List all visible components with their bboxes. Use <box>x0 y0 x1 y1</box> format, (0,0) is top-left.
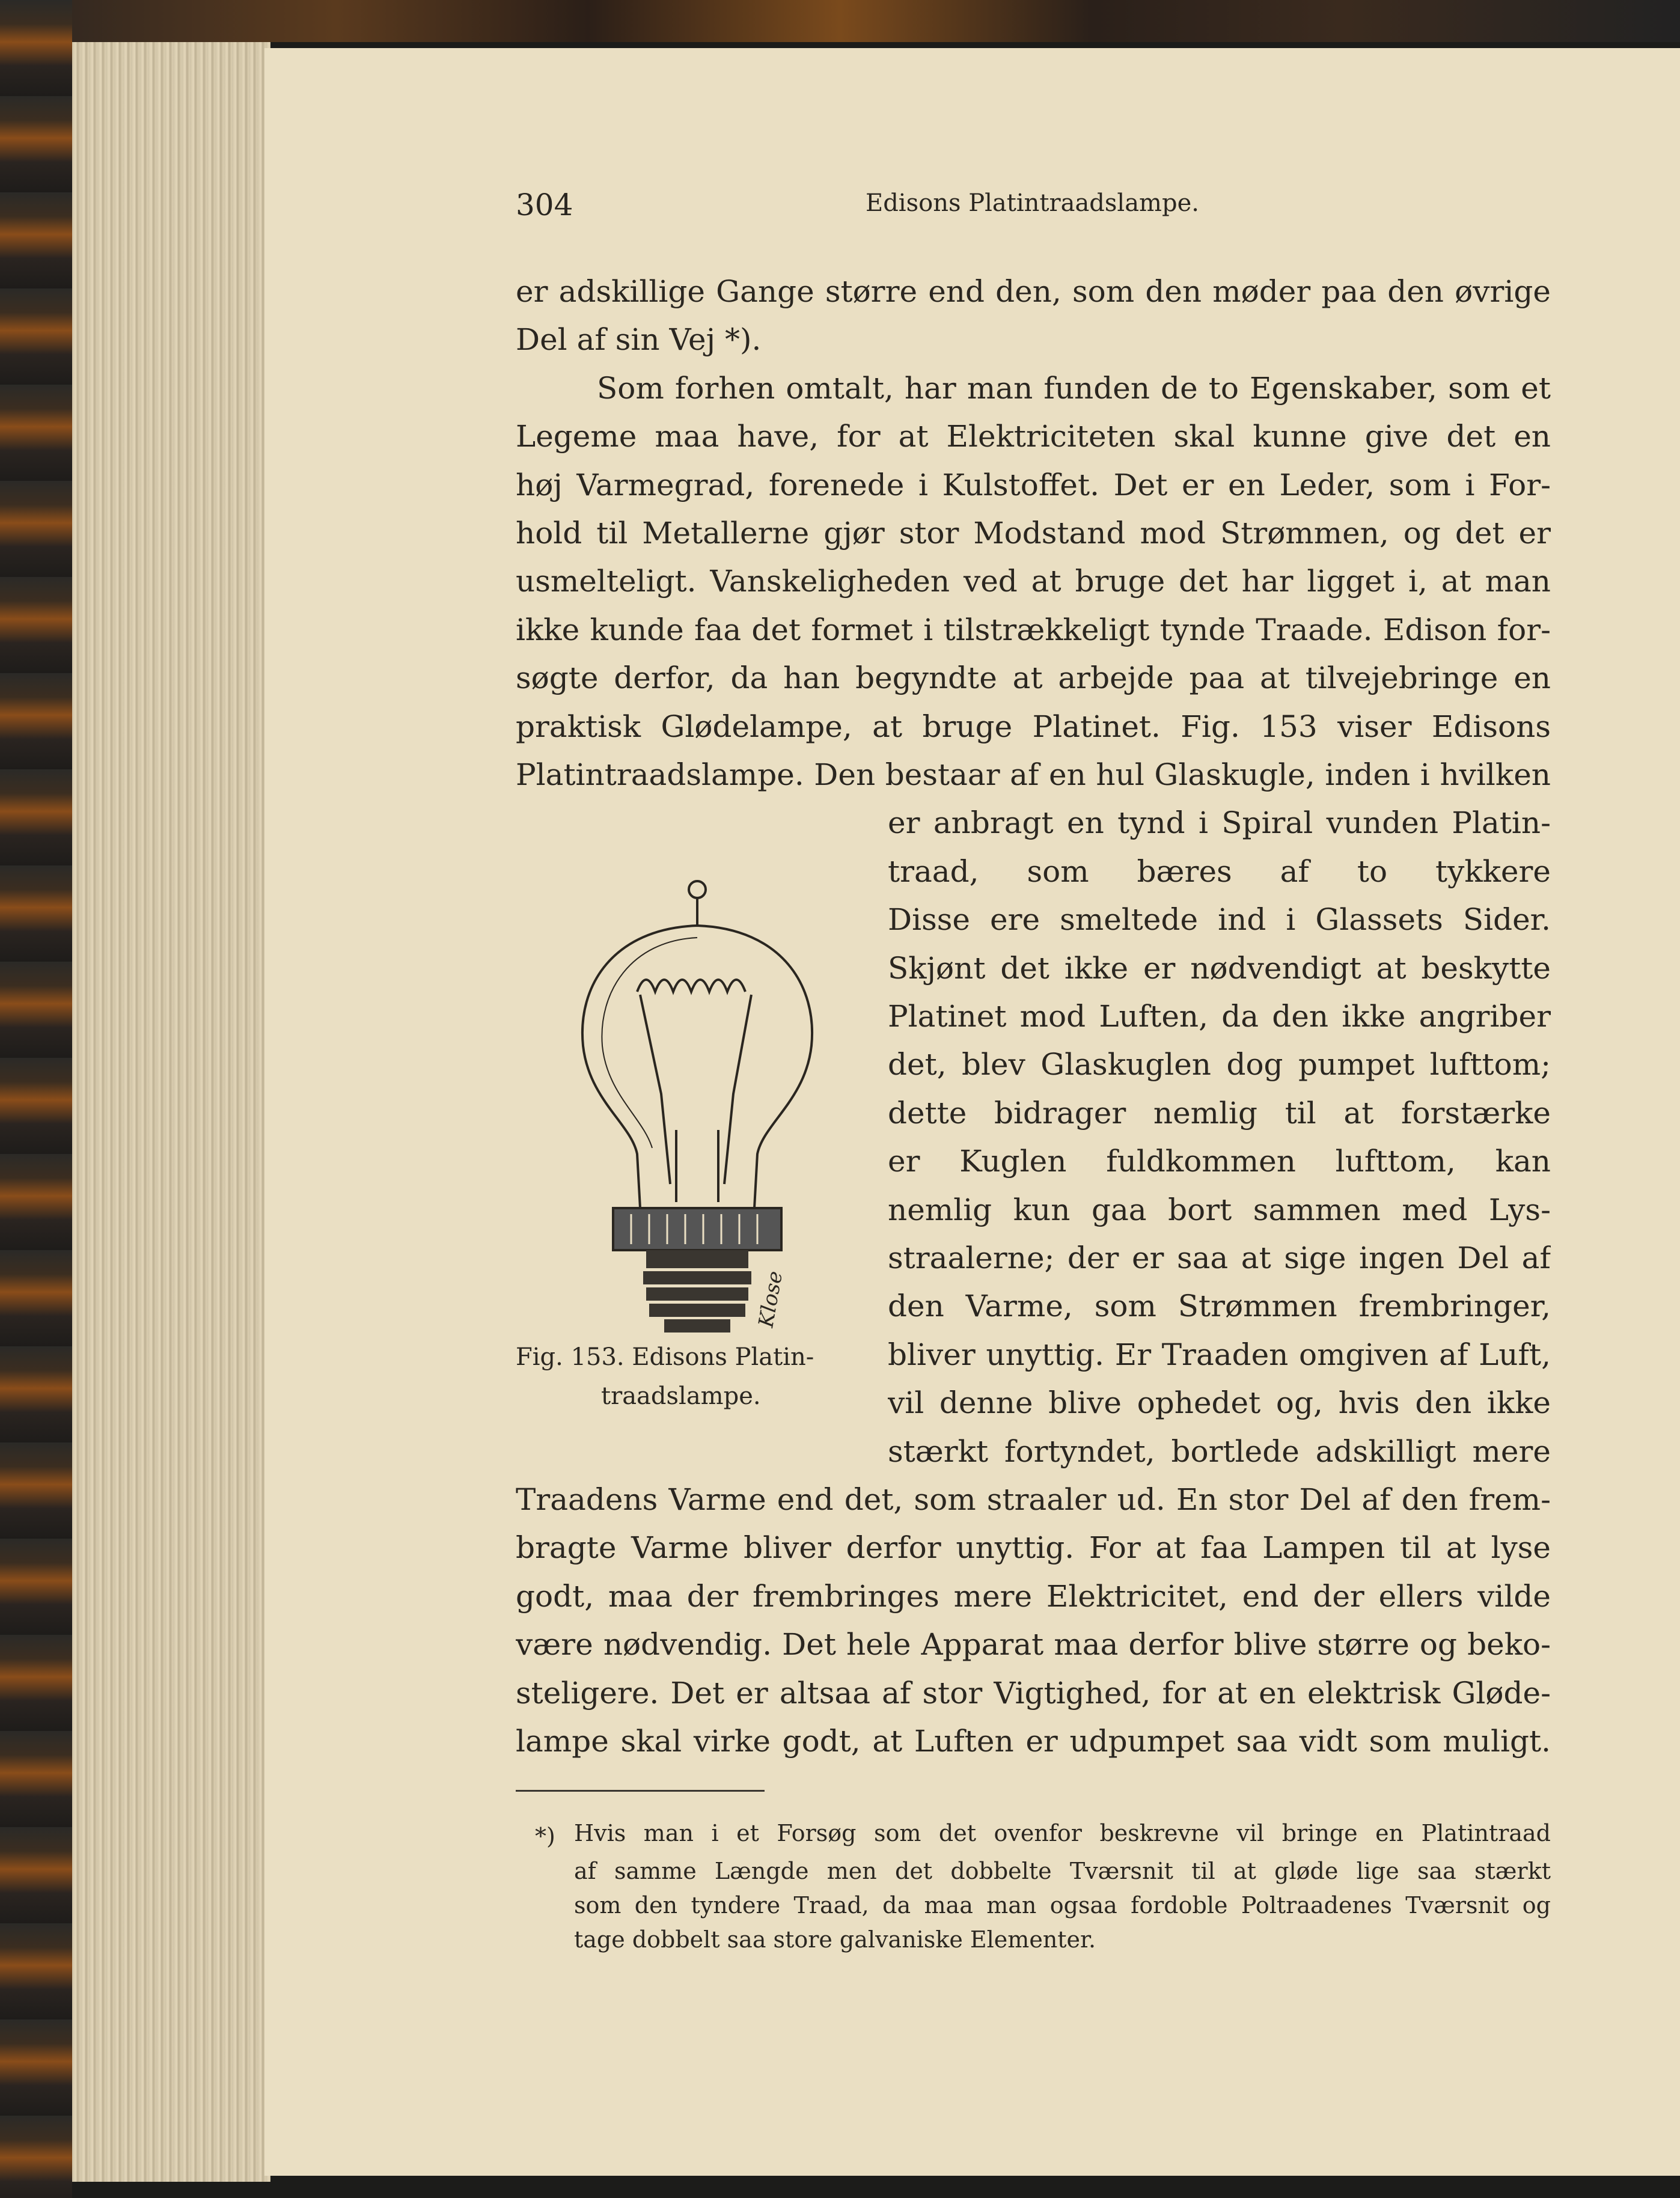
body-line: lampe skal virke godt, at Luften er udpumpet saa vidt som muligt. <box>516 1724 1551 1759</box>
body-line: søgte derfor, da han begyndte at arbejde paa at tilvejebringe en <box>516 661 1551 696</box>
body-line: traad, som bæres af to tykkere <box>888 853 1551 889</box>
body-line: straalerne; der er saa at sige ingen Del af <box>888 1241 1551 1275</box>
body-line: bliver unyttig. Er Traaden omgiven af Luft, <box>888 1337 1551 1372</box>
body-line: er anbragt en tynd i Spiral vunden Platin- <box>888 805 1551 841</box>
body-line: hold til Metallerne gjør stor Modstand mod Strømmen, og det er <box>516 516 1551 551</box>
body-line: dette bidrager nemlig til at forstærke <box>888 1095 1551 1131</box>
body-line: bragte Varme bliver derfor unyttig. For at faa Lampen til at lyse <box>516 1530 1551 1566</box>
book-cover-left <box>0 0 72 2198</box>
body-line: Skjønt det ikke er nødvendigt at beskytte <box>888 950 1551 986</box>
body-line: den Varme, som Strømmen frembringer, <box>888 1289 1551 1324</box>
body-line: være nødvendig. Det hele Apparat maa derfor blive større og beko- <box>516 1627 1551 1662</box>
body-line: Som forhen omtalt, har man funden de to Egenskaber, som et <box>597 370 1551 406</box>
body-line: høj Varmegrad, forenede i Kulstoffet. Det er en Leder, som i For- <box>516 467 1551 502</box>
body-line: vil denne blive ophedet og, hvis den ikke <box>888 1385 1551 1421</box>
page-number: 304 <box>516 188 573 222</box>
running-title: Edisons Platintraadslampe. <box>866 189 1199 217</box>
figure-caption-2: traadslampe. <box>601 1382 761 1410</box>
footnote-line: Hvis man i et Forsøg som det ovenfor beskrevne vil bringe en Platintraad <box>574 1820 1551 1846</box>
body-line: Del af sin Vej *). <box>516 322 762 358</box>
body-line: ikke kunde faa det formet i tilstrækkeligt tynde Traade. Edison for- <box>516 612 1551 647</box>
body-line: steligere. Det er altsaa af stor Vigtighed, for at en elektrisk Gløde- <box>516 1675 1551 1711</box>
body-line: er Kuglen fuldkommen lufttom, kan <box>888 1144 1551 1179</box>
body-line: det, blev Glaskuglen dog pumpet lufttom; <box>888 1047 1551 1082</box>
body-line: stærkt fortyndet, bortlede adskilligt mere <box>888 1433 1551 1469</box>
footnote-line: af samme Længde men det dobbelte Tværsnit til at gløde lige saa stærkt <box>574 1858 1551 1884</box>
body-line: praktisk Glødelampe, at bruge Platinet. Fig. 153 viser Edisons <box>516 709 1551 744</box>
figure-caption: Fig. 153. Edisons Platin- <box>516 1343 814 1371</box>
footnote-line: som den tyndere Traad, da maa man ogsaa fordoble Poltraadenes Tværsnit og <box>574 1892 1551 1919</box>
book-cover-top <box>0 0 1680 42</box>
body-line: er adskillige Gange større end den, som den møder paa den øvrige <box>516 274 1551 309</box>
body-line: Traadens Varme end det, som straaler ud. En stor Del af den frem- <box>516 1482 1551 1517</box>
body-line: Platinet mod Luften, da den ikke angriber <box>888 999 1551 1034</box>
footnote-rule <box>516 1790 765 1792</box>
body-line: Legeme maa have, for at Elektriciteten skal kunne give det en <box>516 419 1551 454</box>
footnote-line: tage dobbelt saa store galvaniske Elementer. <box>574 1926 1096 1953</box>
body-line: Platintraadslampe. Den bestaar af en hul Glaskugle, inden i hvilken <box>516 757 1551 792</box>
body-line: godt, maa der frembringes mere Elektricitet, end der ellers vilde <box>516 1578 1551 1614</box>
footnote-marker: *) <box>535 1823 555 1849</box>
body-line: Disse ere smeltede ind i Glassets Sider. <box>888 902 1551 938</box>
light-bulb-illustration <box>565 872 817 1340</box>
page-edges <box>72 42 270 2182</box>
body-line: nemlig kun gaa bort sammen med Lys- <box>888 1192 1551 1227</box>
body-line: usmelteligt. Vanskeligheden ved at bruge det har ligget i, at man <box>516 564 1551 599</box>
illustrator-signature: Klose <box>754 1269 788 1329</box>
